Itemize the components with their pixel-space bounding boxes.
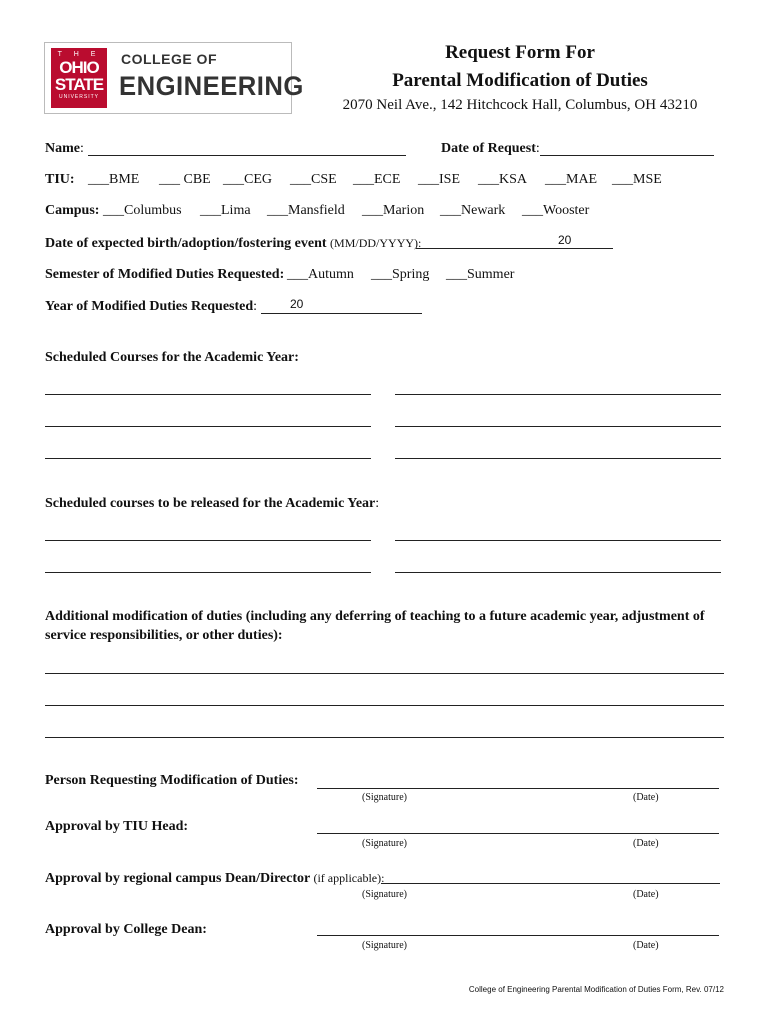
tiu-option-cse[interactable]: ___CSE bbox=[290, 172, 337, 187]
logo-the: T H E bbox=[57, 51, 101, 58]
scheduled-course-field[interactable] bbox=[45, 426, 371, 427]
birth-date-prefill: 20 bbox=[558, 233, 572, 247]
scheduled-courses-label: Scheduled Courses for the Academic Year: bbox=[45, 350, 299, 365]
address: 2070 Neil Ave., 142 Hitchcock Hall, Columbus, OH 43210 bbox=[342, 97, 698, 113]
year-label: Year of Modified Duties Requested: bbox=[45, 299, 258, 314]
year-prefill: 20 bbox=[290, 297, 304, 311]
campus-option-newark[interactable]: ___Newark bbox=[440, 203, 506, 218]
additional-modification-field[interactable] bbox=[45, 737, 724, 738]
campus-option-lima[interactable]: ___Lima bbox=[200, 203, 251, 218]
name-field[interactable] bbox=[88, 155, 406, 156]
additional-modification-field[interactable] bbox=[45, 673, 724, 674]
logo-university: UNIVERSITY bbox=[58, 94, 99, 100]
campus-option-columbus[interactable]: ___Columbus bbox=[103, 203, 182, 218]
logo-state: STATE bbox=[54, 75, 104, 94]
date-caption: (Date) bbox=[633, 889, 659, 900]
tiu-option-ece[interactable]: ___ECE bbox=[353, 172, 401, 187]
name-label: Name: bbox=[45, 141, 84, 156]
tiu-option-ksa[interactable]: ___KSA bbox=[478, 172, 528, 187]
tiu-head-approval-label: Approval by TIU Head: bbox=[45, 819, 189, 834]
osu-logo-mark bbox=[51, 48, 107, 108]
tiu-label: TIU: bbox=[45, 172, 75, 187]
logo-college-of: COLLEGE OF bbox=[121, 51, 217, 67]
additional-modification-label: Additional modification of duties (including any deferring of teaching to a future academic year, adjustment of bbox=[45, 609, 705, 624]
campus-option-wooster[interactable]: ___Wooster bbox=[522, 203, 590, 218]
released-course-field[interactable] bbox=[395, 540, 721, 541]
released-course-field[interactable] bbox=[45, 572, 371, 573]
logo-engineering: ENGINEERING bbox=[119, 71, 304, 101]
college-logo bbox=[44, 42, 304, 114]
additional-modification-label-cont: service responsibilities, or other duties): bbox=[45, 628, 283, 643]
form-title-line2: Parental Modification of Duties bbox=[392, 70, 648, 91]
tiu-option-cbe[interactable]: ___ CBE bbox=[159, 172, 211, 187]
birth-date-field[interactable] bbox=[416, 248, 613, 249]
date-caption: (Date) bbox=[633, 940, 659, 951]
campus-option-marion[interactable]: ___Marion bbox=[362, 203, 425, 218]
college-dean-approval-label: Approval by College Dean: bbox=[45, 922, 207, 937]
scheduled-course-field[interactable] bbox=[395, 426, 721, 427]
regional-dean-signature-field[interactable] bbox=[381, 883, 720, 884]
signature-caption: (Signature) bbox=[362, 889, 407, 900]
year-field[interactable] bbox=[261, 313, 422, 314]
signature-caption: (Signature) bbox=[362, 792, 407, 803]
tiu-option-bme[interactable]: ___BME bbox=[88, 172, 140, 187]
scheduled-course-field[interactable] bbox=[395, 394, 721, 395]
semester-option-summer[interactable]: ___Summer bbox=[446, 267, 515, 282]
scheduled-course-field[interactable] bbox=[395, 458, 721, 459]
semester-option-spring[interactable]: ___Spring bbox=[371, 267, 430, 282]
date-caption: (Date) bbox=[633, 792, 659, 803]
logo-ohio: OHIO bbox=[59, 58, 99, 77]
tiu-option-mae[interactable]: ___MAE bbox=[545, 172, 598, 187]
campus-label: Campus: bbox=[45, 203, 100, 218]
college-dean-signature-field[interactable] bbox=[317, 935, 719, 936]
person-requesting-signature-field[interactable] bbox=[317, 788, 719, 789]
tiu-option-mse[interactable]: ___MSE bbox=[612, 172, 662, 187]
form-footer: College of Engineering Parental Modification of Duties Form, Rev. 07/12 bbox=[468, 985, 724, 994]
additional-modification-field[interactable] bbox=[45, 705, 724, 706]
campus-option-mansfield[interactable]: ___Mansfield bbox=[267, 203, 345, 218]
form-title-line1: Request Form For bbox=[445, 42, 595, 63]
tiu-option-ise[interactable]: ___ISE bbox=[418, 172, 460, 187]
tiu-option-ceg[interactable]: ___CEG bbox=[223, 172, 272, 187]
date-caption: (Date) bbox=[633, 838, 659, 849]
scheduled-course-field[interactable] bbox=[45, 458, 371, 459]
semester-option-autumn[interactable]: ___Autumn bbox=[287, 267, 354, 282]
birth-date-label: Date of expected birth/adoption/fostering event (MM/DD/YYYY): bbox=[45, 236, 422, 251]
scheduled-course-field[interactable] bbox=[45, 394, 371, 395]
released-course-field[interactable] bbox=[45, 540, 371, 541]
released-courses-label: Scheduled courses to be released for the Academic Year: bbox=[45, 496, 380, 511]
person-requesting-label: Person Requesting Modification of Duties: bbox=[45, 773, 299, 788]
released-course-field[interactable] bbox=[395, 572, 721, 573]
date-of-request-field[interactable] bbox=[540, 155, 714, 156]
date-of-request-label: Date of Request: bbox=[441, 141, 540, 156]
semester-label: Semester of Modified Duties Requested: bbox=[45, 267, 285, 282]
signature-caption: (Signature) bbox=[362, 940, 407, 951]
tiu-head-signature-field[interactable] bbox=[317, 833, 719, 834]
regional-dean-approval-label: Approval by regional campus Dean/Director (if applicable): bbox=[45, 871, 385, 886]
signature-caption: (Signature) bbox=[362, 838, 407, 849]
